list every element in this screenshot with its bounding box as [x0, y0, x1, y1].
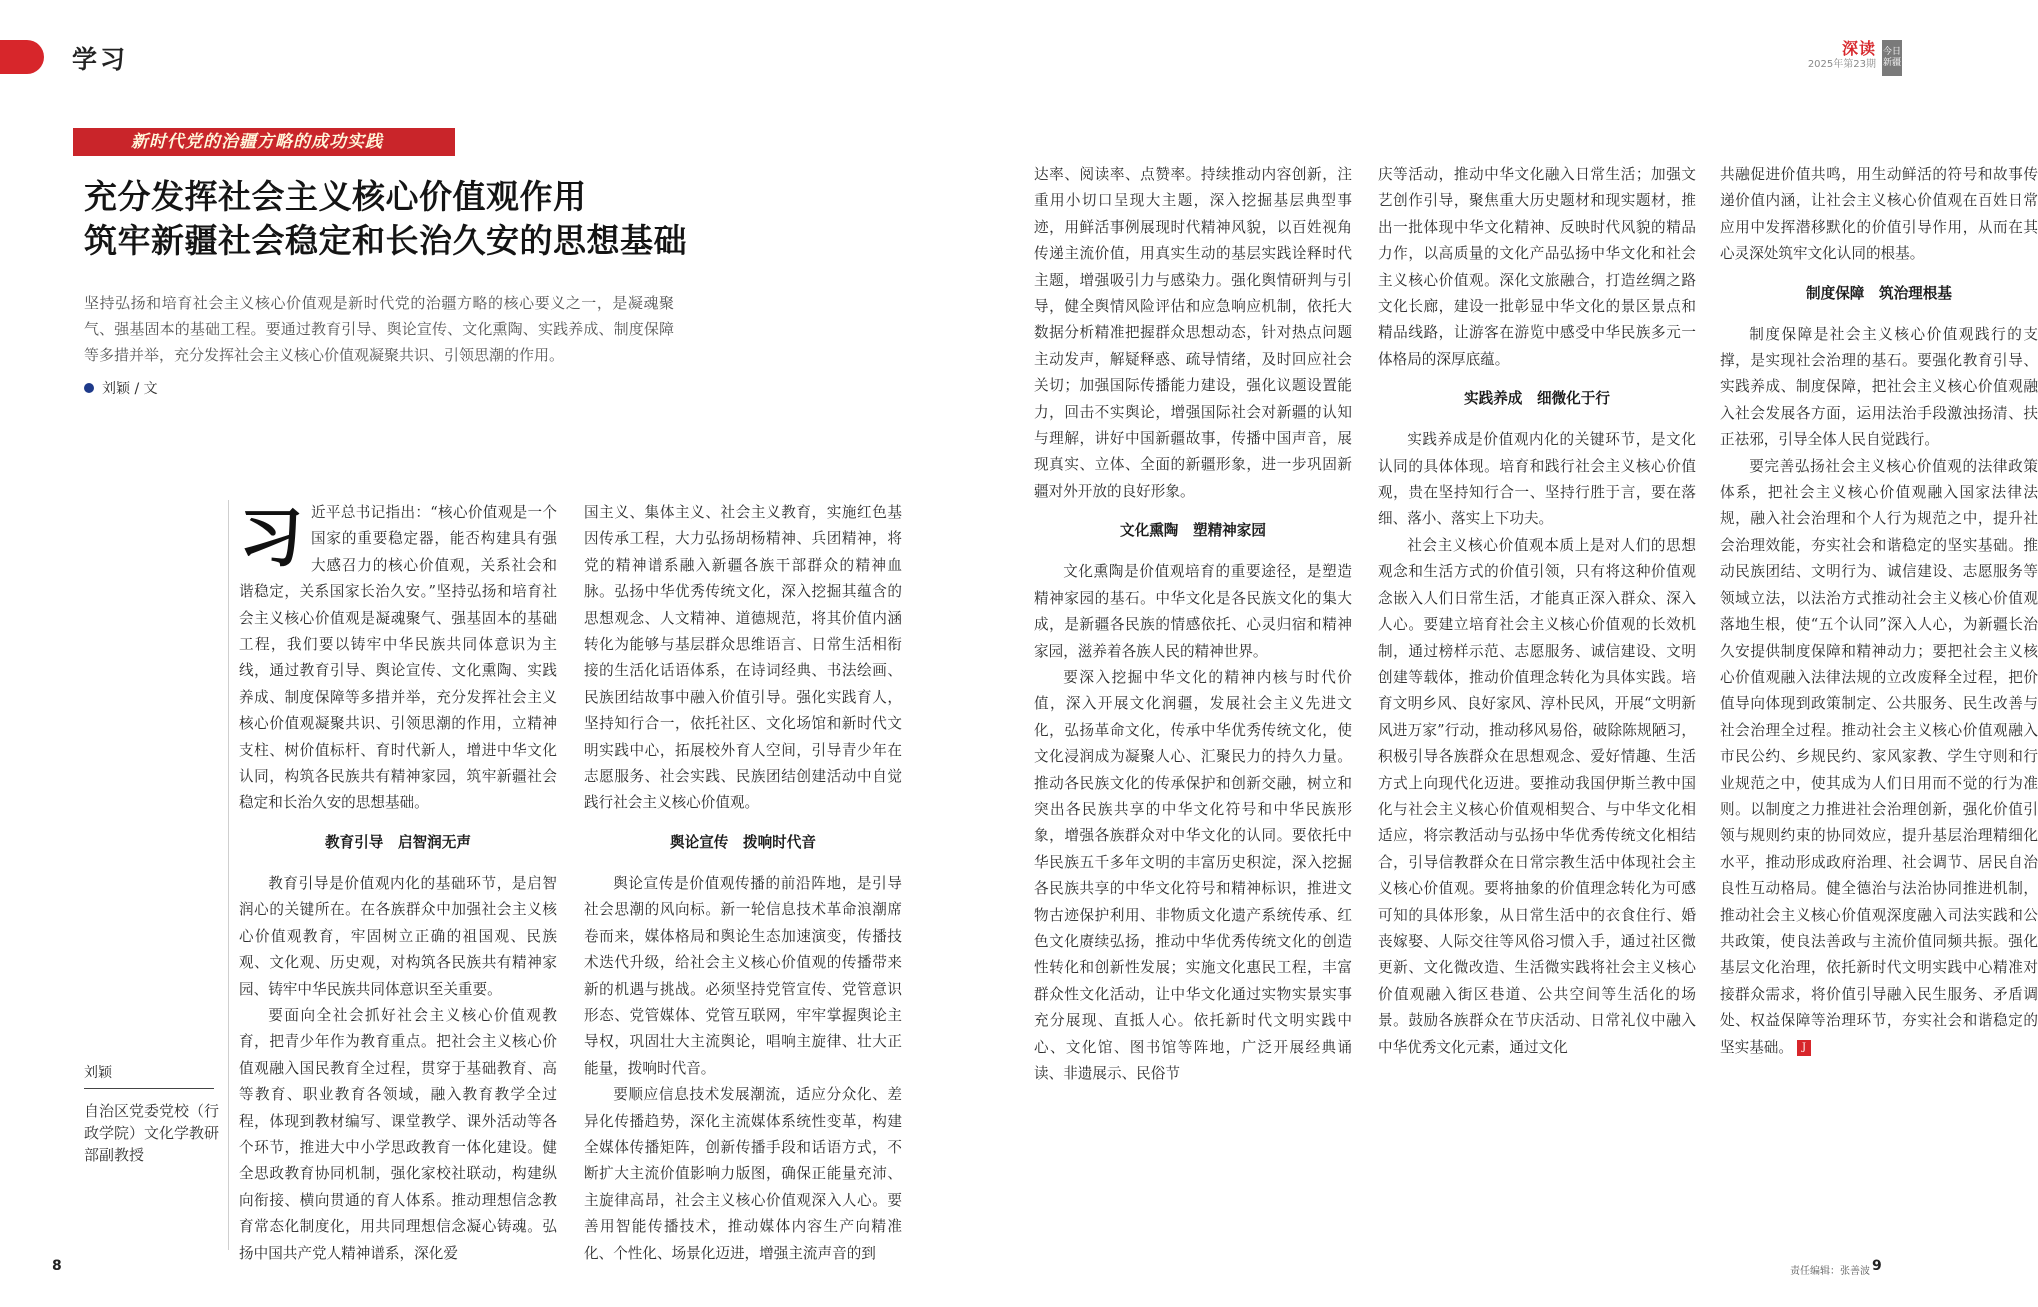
paragraph: 国主义、集体主义、社会主义教育，实施红色基因传承工程，大力弘扬胡杨精神、兵团精神，将党的精神谱系融入新疆各族干部群众的精神血脉。弘扬中华优秀传统文化，深入挖掘其蕴含的思想观念、人文精神、道德规范，将其价值内涵转化为能够与基层群众思维语言、日常生活相衔接的生活化话语体系，在诗词经典、书法绘画、民族团结故事中融入价值引导。强化实践育人，坚持知行合一，依托社区、文化场馆和新时代文明实践中心，拓展校外育人空间，引导青少年在志愿服务、社会实践、民族团结创建活动中自觉践行社会主义核心价值观。 — [584, 504, 902, 812]
section-title: 学习 — [72, 45, 129, 74]
paragraph: 制度保障是社会主义核心价值观践行的支撑，是实现社会治理的基石。要强化教育引导、实践养成、制度保障，把社会主义核心价值观融入社会发展各方面，运用法治手段激浊扬清、扶正祛邪，引导全体人民自觉践行。 — [1720, 325, 2038, 449]
body-column-2 — [584, 500, 902, 1262]
byline-dot-icon — [84, 383, 94, 393]
paragraph: 教育引导是价值观内化的基础环节，是启智润心的关键所在。在各族群众中加强社会主义核心价值观教育，牢固树立正确的祖国观、民族观、文化观、历史观，对构筑各民族共有精神家园、铸牢中华民族共同体意识至关重要。 — [239, 874, 557, 998]
issue-number: 2025年第23期 — [1807, 59, 1876, 70]
paragraph: 要面向全社会抓好社会主义核心价值观教育，把青少年作为教育重点。把社会主义核心价值观融入国民教育全过程，贯穿于基础教育、高等教育、职业教育各领域，融入教育教学全过程，体现到教材编写、课堂教学、课外活动等各个环节，推进大中小学思政教育一体化建设。健全思政教育协同机制，强化家校社联动，构建纵向衔接、横向贯通的育人体系。推动理想信念教育常态化制度化，用共同理想信念凝心铸魂。弘扬中国共产党人精神谱系，深化爱 — [239, 1006, 557, 1262]
section-heading-practice: 实践养成 细微化于行 — [1464, 390, 1610, 408]
brand-block — [1808, 40, 1876, 72]
section-heading-culture: 文化熏陶 塑精神家园 — [1120, 522, 1266, 540]
final-paragraph-text: 要完善弘扬社会主义核心价值观的法律政策体系，把社会主义核心价值观融入国家法律法规，融入社会治理和个人行为规范之中，提升社会治理效能，夯实社会和谐稳定的坚实基础。推动民族团结、文明行为、诚信建设、志愿服务等领域立法，以法治方式推动社会主义核心价值观落地生根，使“五个认同”深入人心，为新疆长治久安提供制度保障和精神动力；要把社会主义核心价值观融入法律法规的立改废释全过程，把价值导向体现到政策制定、公共服务、民生改善与社会治理全过程。推动社会主义核心价值观融入市民公约、乡规民约、家风家教、学生守则和行业规范之中，使其成为人们日用而不觉的行为准则。以制度之力推进社会治理创新，强化价值引领与规则约束的协同效应，提升基层治理精细化水平，推动形成政府治理、社会调节、居民自治良性互动格局。健全德治与法治协同推进机制，推动社会主义核心价值观深度融入司法实践和公共政策，使良法善政与主流价值同频共振。强化基层文化治理，依托新时代文明实践中心精准对接群众需求，将价值引导融入民生服务、矛盾调处、权益保障等治理环节，夯实社会和谐稳定的坚实基础。 — [1720, 457, 2038, 1056]
body-column-1 — [239, 500, 557, 1262]
masthead — [1808, 40, 1902, 78]
paragraph: 文化熏陶是价值观培育的重要途径，是塑造精神家园的基石。中华文化是各民族文化的集大成，是新疆各民族的情感依托、心灵归宿和精神家园，滋养着各族人民的精神世界。 — [1034, 563, 1352, 660]
body-column-4 — [1378, 162, 1696, 1249]
topic-banner: 新时代党的治疆方略的成功实践 — [73, 128, 455, 156]
page-number-right: 9 — [1872, 1258, 1882, 1274]
author-divider — [84, 1088, 214, 1089]
paragraph — [1720, 454, 2038, 1061]
responsible-editor: 责任编辑：张善波 — [1790, 1266, 1870, 1277]
paragraph: 社会主义核心价值观本质上是对人们的思想观念和生活方式的价值引领，只有将这种价值观念嵌入人们日常生活，才能真正深入群众、深入人心。要建立培育社会主义核心价值观的长效机制，通过榜样示范、志愿服务、诚信建设、文明创建等载体，推动价值理念转化为具体实践。培育文明乡风、良好家风、淳朴民风，开展“文明新风进万家”行动，推动移风易俗，破除陈规陋习，积极引导各族群众在思想观念、爱好情趣、生活方式上向现代化迈进。要推动我国伊斯兰教中国化与社会主义核心价值观相契合、与中华文化相适应，将宗教活动与弘扬中华优秀传统文化相结合，引导信教群众在日常宗教生活中体现社会主义核心价值观。要将抽象的价值理念转化为可感可知的具体形象，从日常生活中的衣食住行、婚丧嫁娶、人际交往等风俗习惯入手，通过社区微更新、文化微改造、生活微实践将社会主义核心价值观融入街区巷道、公共空间等生活化的场景。鼓励各族群众在节庆活动、日常礼仪中融入中华优秀文化元素，通过文化 — [1378, 536, 1696, 1056]
section-heading-education: 教育引导 启智润无声 — [325, 833, 471, 851]
article-lead: 坚持弘扬和培育社会主义核心价值观是新时代党的治疆方略的核心要义之一，是凝魂聚气、强基固本的基础工程。要通过教育引导、舆论宣传、文化熏陶、实践养成、制度保障等多措并举，充分发挥社会主义核心价值观凝聚共识、引领思潮的作用。 — [84, 294, 674, 364]
title-line-1: 充分发挥社会主义核心价值观作用 — [84, 177, 587, 216]
brand-badge: 今日新疆 — [1882, 40, 1902, 76]
author-name: 刘颖 — [84, 1065, 112, 1081]
section-tab-marker — [0, 40, 44, 74]
paragraph: 要顺应信息技术发展潮流，适应分众化、差异化传播趋势，深化主流媒体系统性变革，构建全媒体传播矩阵，创新传播手段和话语方式，不断扩大主流价值影响力版图，确保正能量充沛、主旋律高昂，社会主义核心价值观深入人心。要善用智能传播技术，推动媒体内容生产向精准化、个性化、场景化迈进，增强主流声音的到 — [584, 1086, 902, 1262]
article-title — [84, 175, 804, 263]
section-heading-institution: 制度保障 筑治理根基 — [1806, 284, 1952, 302]
paragraph: 共融促进价值共鸣，用生动鲜活的符号和故事传递价值内涵，让社会主义核心价值观在百姓日常应用中发挥潜移默化的价值引导作用，从而在其心灵深处筑牢文化认同的根基。 — [1720, 166, 2038, 263]
byline-text: 刘颖 / 文 — [102, 381, 158, 397]
body-column-3 — [1034, 162, 1352, 1249]
brand-name: 深读 — [1841, 39, 1876, 58]
drop-cap: 习 — [239, 501, 303, 576]
intro-paragraph: 近平总书记指出：“核心价值观是一个国家的重要稳定器，能否构建具有强大感召力的核心价值观，关系社会和谐稳定，关系国家长治久安。”坚持弘扬和培育社会主义核心价值观是凝魂聚气、强基固本的基础工程，我们要以铸牢中华民族共同体意识为主线，通过教育引导、舆论宣传、文化熏陶、实践养成、制度保障等多措并举，充分发挥社会主义核心价值观凝聚共识、引领思潮的作用，立精神支柱、树价值标杆、育时代新人，增进中华文化认同，构筑各民族共有精神家园，筑牢新疆社会稳定和长治久安的思想基础。 — [239, 504, 557, 812]
end-mark-icon: J — [1797, 1040, 1811, 1056]
column-divider — [228, 500, 229, 1250]
paragraph: 达率、阅读率、点赞率。持续推动内容创新，注重用小切口呈现大主题，深入挖掘基层典型事迹，用鲜活事例展现时代精神风貌，以百姓视角传递主流价值，用真实生动的基层实践诠释时代主题，增强吸引力与感染力。强化舆情研判与引导，健全舆情风险评估和应急响应机制，依托大数据分析精准把握群众思想动态，针对热点问题主动发声，解疑释惑、疏导情绪，及时回应社会关切；加强国际传播能力建设，强化议题设置能力，回击不实舆论，增强国际社会对新疆的认知与理解，讲好中国新疆故事，传播中国声音，展现真实、立体、全面的新疆形象，进一步巩固新疆对外开放的良好形象。 — [1034, 166, 1352, 500]
body-column-5 — [1720, 162, 2038, 1249]
paragraph: 要深入挖掘中华文化的精神内核与时代价值，深入开展文化润疆，发展社会主义先进文化，弘扬革命文化，传承中华优秀传统文化，使文化浸润成为凝聚人心、汇聚民力的持久力量。推动各民族文化的传承保护和创新交融，树立和突出各民族共享的中华文化符号和中华民族形象，增强各族群众对中华文化的认同。要依托中华民族五千多年文明的丰富历史积淀，深入挖掘各民族共享的中华文化符号和精神标识，推进文物古迹保护利用、非物质文化遗产系统传承、红色文化赓续弘扬，推动中华优秀传统文化的创造性转化和创新性发展；实施文化惠民工程，丰富群众性文化活动，让中华文化通过实物实景实事充分展现、直抵人心。依托新时代文明实践中心、文化馆、图书馆等阵地，广泛开展经典诵读、非遗展示、民俗节 — [1034, 668, 1352, 1082]
page-number-left: 8 — [52, 1258, 62, 1274]
author-title: 自治区党委党校（行政学院）文化学教研部副教授 — [84, 1102, 220, 1164]
paragraph: 实践养成是价值观内化的关键环节，是文化认同的具体体现。培育和践行社会主义核心价值观，贵在坚持知行合一、坚持行胜于言，要在落细、落小、落实上下功夫。 — [1378, 431, 1696, 528]
byline — [84, 378, 158, 398]
paragraph: 舆论宣传是价值观传播的前沿阵地，是引导社会思潮的风向标。新一轮信息技术革命浪潮席卷而来，媒体格局和舆论生态加速演变，传播技术迭代升级，给社会主义核心价值观的传播带来新的机遇与挑战。必须坚持党管宣传、党管意识形态、党管媒体、党管互联网，牢牢掌握舆论主导权，巩固壮大主流舆论，唱响主旋律、壮大正能量，拨响时代音。 — [584, 874, 902, 1077]
title-line-2: 筑牢新疆社会稳定和长治久安的思想基础 — [84, 221, 687, 260]
section-heading-publicity: 舆论宣传 拨响时代音 — [670, 833, 816, 851]
paragraph: 庆等活动，推动中华文化融入日常生活；加强文艺创作引导，聚焦重大历史题材和现实题材，推出一批体现中华文化精神、反映时代风貌的精品力作，以高质量的文化产品弘扬中华文化和社会主义核心价值观。深化文旅融合，打造丝绸之路文化长廊，建设一批彰显中华文化的景区景点和精品线路，让游客在游览中感受中华民族多元一体格局的深厚底蕴。 — [1378, 166, 1696, 368]
